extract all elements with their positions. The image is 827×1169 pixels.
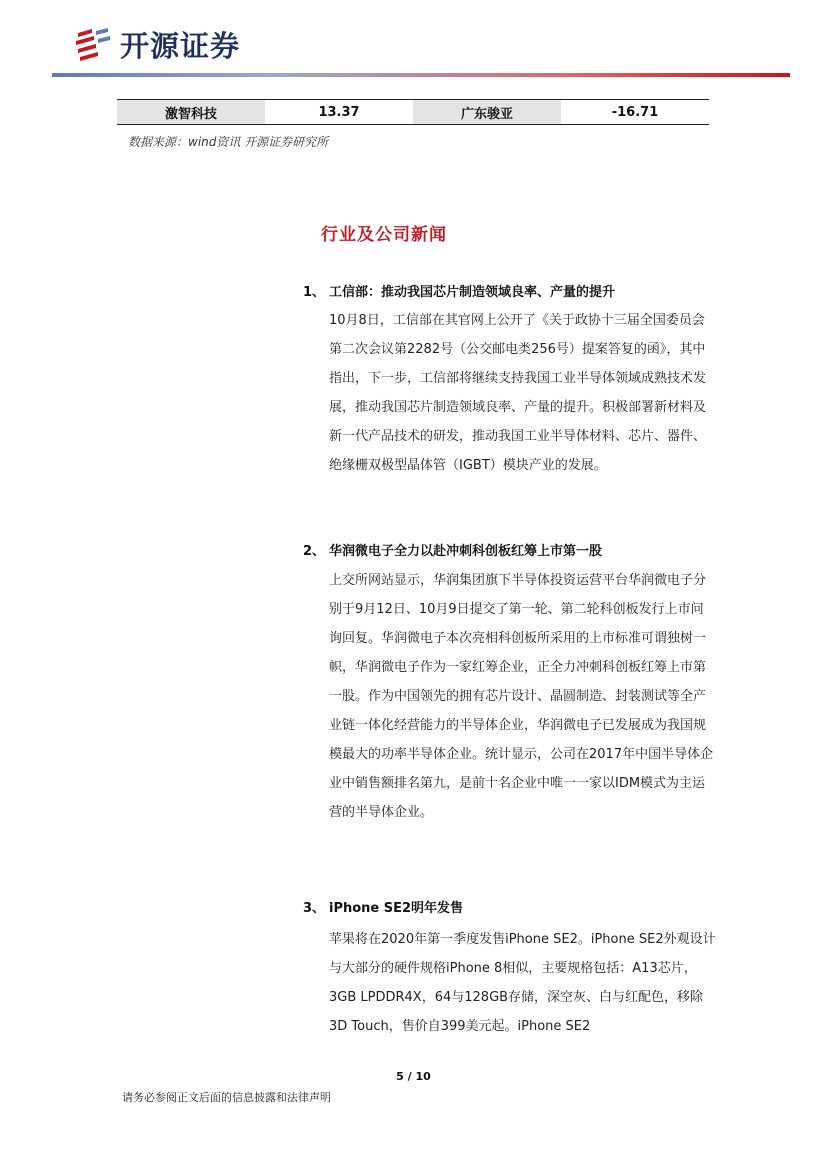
news-item-number: 2、 — [303, 544, 326, 559]
news-item-heading — [303, 281, 615, 300]
header-divider — [52, 73, 790, 77]
section-title: 行业及公司新闻 — [321, 225, 447, 245]
table-cell-change: 13.37 — [265, 100, 413, 125]
news-item-paragraph: 上交所网站显示，华润集团旗下半导体投资运营平台华润微电子分别于9月12日、10月9日提交了第一轮、第二轮科创板发行上市问询回复。华润微电子本次亮相科创板所采用的上市标准可谓独树一帜，华润微电子作为一家红筹企业，正全力冲刺科创板红筹上市第一股。作为中国领先的拥有芯片设计、晶圆制造、封装测试等全产业链一体化经营能力的半导体企业，华润微电子已发展成为我国规模最大的功率半导体企业。统计显示，公司在2017年中国半导体企业中销售额排名第九，是前十名企业中唯一一家以IDM模式为主运营的半导体企业。 — [329, 573, 714, 820]
news-item-number: 1、 — [303, 285, 326, 300]
news-item-title: 工信部：推动我国芯片制造领域良率、产量的提升 — [329, 285, 616, 300]
brand-logo — [74, 24, 240, 65]
news-item-paragraph: 10月8日，工信部在其官网上公开了《关于政协十三届全国委员会第二次会议第2282号（公交邮电类256号）提案答复的函》，其中指出，下一步，工信部将继续支持我国工业半导体领域成熟技术发展，推动我国芯片制造领域良率、产量的提升。积极部署新材料及新一代产品技术的研发，推动我国工业半导体材料、芯片、器件、绝缘栅双极型晶体管（IGBT）模块产业的发展。 — [329, 313, 707, 473]
news-item-title: iPhone SE2明年发售 — [329, 901, 464, 916]
data-source-note: 数据来源：wind资讯 开源证券研究所 — [128, 135, 329, 149]
news-item-number: 3、 — [303, 901, 326, 916]
page-header — [0, 0, 827, 90]
stock-change-table — [117, 99, 709, 125]
table-row — [117, 100, 709, 125]
table-cell-stock-name: 激智科技 — [117, 100, 265, 125]
brand-name: 开源证券 — [120, 29, 241, 63]
news-item-heading — [303, 897, 463, 916]
page-number: 5 / 10 — [396, 1070, 431, 1083]
news-item-paragraph: 苹果将在2020年第一季度发售iPhone SE2。iPhone SE2外观设计与大部分的硬件规格iPhone 8相似，主要规格包括：A13芯片，3GB LPDDR4X，64与128GB存储，深空灰、白与红配色，移除3D Touch，售价自399美元起。iPhone SE2 — [329, 932, 716, 1034]
news-item-title: 华润微电子全力以赴冲刺科创板红筹上市第一股 — [329, 544, 603, 559]
kaiyuan-logo-icon — [74, 25, 114, 65]
news-item-body — [329, 566, 716, 827]
news-item-heading — [303, 540, 602, 559]
news-item-body — [329, 925, 716, 1041]
legal-disclaimer: 请务必参阅正文后面的信息披露和法律声明 — [122, 1091, 331, 1104]
table-cell-stock-name: 广东骏亚 — [413, 100, 561, 125]
table-cell-change: -16.71 — [561, 100, 709, 125]
news-item-body — [329, 306, 716, 480]
